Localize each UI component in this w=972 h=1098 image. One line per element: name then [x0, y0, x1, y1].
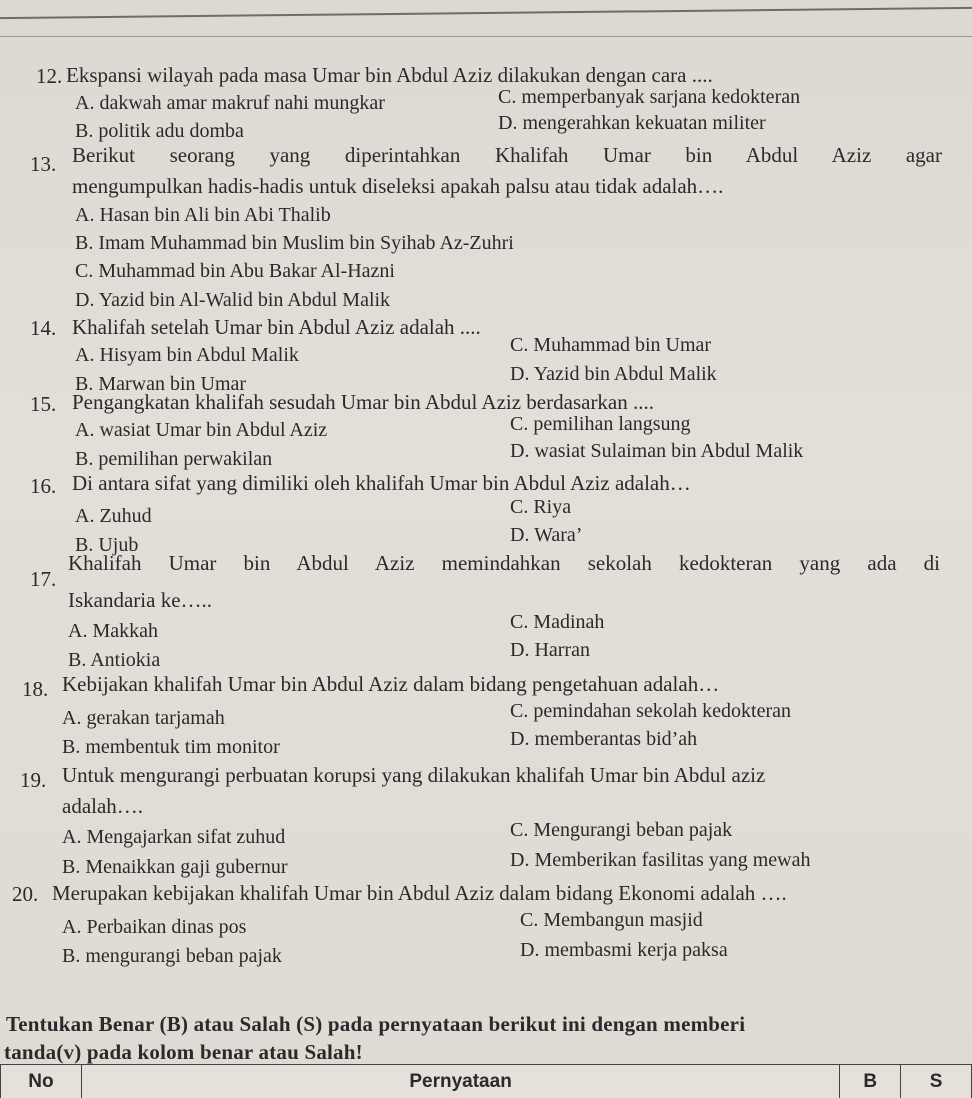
- option-c: C. Membangun masjid: [520, 909, 703, 931]
- option-a: A. dakwah amar makruf nahi mungkar: [75, 92, 385, 114]
- question-text: Di antara sifat yang dimiliki oleh khalifah Umar bin Abdul Aziz adalah…: [72, 471, 691, 495]
- question-text: Pengangkatan khalifah sesudah Umar bin Abdul Aziz berdasarkan ....: [72, 390, 655, 414]
- question-number: 19.: [20, 768, 47, 792]
- top-rule-line: [0, 36, 972, 37]
- option-d: D. mengerahkan kekuatan militer: [498, 112, 766, 134]
- question-text: Ekspansi wilayah pada masa Umar bin Abdul Aziz dilakukan dengan cara ....: [66, 63, 713, 87]
- option-d: D. Yazid bin Abdul Malik: [510, 363, 717, 385]
- question-text-line-1: Berikut seorang yang diperintahkan Khalifah Umar bin Abdul Aziz agar: [72, 143, 942, 167]
- question-number: 18.: [22, 677, 49, 701]
- option-d: D. Wara’: [510, 524, 583, 546]
- option-a: A. gerakan tarjamah: [62, 707, 225, 729]
- question-text-line-2: mengumpulkan hadis-hadis untuk diseleksi apakah palsu atau tidak adalah….: [72, 174, 724, 198]
- option-a: A. Hisyam bin Abdul Malik: [75, 344, 299, 366]
- option-c: C. Mengurangi beban pajak: [510, 819, 733, 841]
- option-c: C. pemilihan langsung: [510, 413, 691, 435]
- question-number: 14.: [30, 316, 57, 340]
- col-header-pernyataan: Pernyataan: [81, 1065, 840, 1098]
- col-header-no: No: [1, 1065, 82, 1098]
- option-a: A. wasiat Umar bin Abdul Aziz: [75, 419, 328, 441]
- option-d: D. wasiat Sulaiman bin Abdul Malik: [510, 440, 804, 462]
- option-b: B. politik adu domba: [75, 120, 244, 142]
- option-c: C. Madinah: [510, 611, 605, 633]
- option-a: A. Zuhud: [75, 505, 152, 527]
- option-c: C. pemindahan sekolah kedokteran: [510, 700, 792, 722]
- option-d: D. Memberikan fasilitas yang mewah: [510, 849, 811, 871]
- option-a: A. Mengajarkan sifat zuhud: [62, 826, 286, 848]
- option-a: A. Makkah: [68, 620, 158, 642]
- option-c: C. Muhammad bin Abu Bakar Al-Hazni: [75, 260, 395, 282]
- col-header-b: B: [840, 1065, 901, 1098]
- question-number: 20.: [12, 882, 39, 906]
- question-number: 17.: [30, 567, 57, 591]
- question-text: Khalifah setelah Umar bin Abdul Aziz adalah ....: [72, 315, 481, 339]
- question-number: 15.: [30, 392, 57, 416]
- option-c: C. memperbanyak sarjana kedokteran: [498, 86, 801, 108]
- col-header-s: S: [901, 1065, 972, 1098]
- option-b: B. Antiokia: [68, 649, 161, 671]
- option-d: D. Harran: [510, 639, 590, 661]
- question-number: 12.: [36, 64, 63, 88]
- question-text-line-2: adalah….: [62, 794, 144, 818]
- question-text-line-1: Khalifah Umar bin Abdul Aziz memindahkan sekolah kedokteran yang ada di: [68, 551, 940, 575]
- question-text: Merupakan kebijakan khalifah Umar bin Abdul Aziz dalam bidang Ekonomi adalah ….: [52, 881, 787, 905]
- option-d: D. membasmi kerja paksa: [520, 939, 728, 961]
- true-false-table: [0, 1064, 972, 1098]
- option-a: A. Hasan bin Ali bin Abi Thalib: [75, 204, 331, 226]
- question-number: 13.: [30, 152, 57, 176]
- option-c: C. Riya: [510, 496, 572, 518]
- option-b: B. Ujub: [75, 534, 139, 556]
- option-d: D. memberantas bid’ah: [510, 728, 698, 750]
- question-text-line-1: Untuk mengurangi perbuatan korupsi yang dilakukan khalifah Umar bin Abdul aziz: [62, 763, 766, 787]
- option-c: C. Muhammad bin Umar: [510, 334, 712, 356]
- option-a: A. Perbaikan dinas pos: [62, 916, 247, 938]
- option-b: B. membentuk tim monitor: [62, 736, 280, 758]
- option-b: B. mengurangi beban pajak: [62, 945, 282, 967]
- top-border-line: [0, 7, 972, 19]
- option-b: B. Marwan bin Umar: [75, 373, 247, 395]
- option-b: B. pemilihan perwakilan: [75, 448, 273, 470]
- option-b: B. Imam Muhammad bin Muslim bin Syihab Az-Zuhri: [75, 232, 514, 254]
- instruction-line-1: Tentukan Benar (B) atau Salah (S) pada pernyataan berikut ini dengan memberi: [6, 1012, 746, 1036]
- option-d: D. Yazid bin Al-Walid bin Abdul Malik: [75, 289, 391, 311]
- question-text-line-2: Iskandaria ke…..: [68, 588, 213, 612]
- option-b: B. Menaikkan gaji gubernur: [62, 856, 288, 878]
- table-header-row: [1, 1065, 972, 1098]
- question-number: 16.: [30, 474, 57, 498]
- instruction-line-2: tanda(v) pada kolom benar atau Salah!: [4, 1040, 363, 1064]
- question-text: Kebijakan khalifah Umar bin Abdul Aziz dalam bidang pengetahuan adalah…: [62, 672, 720, 696]
